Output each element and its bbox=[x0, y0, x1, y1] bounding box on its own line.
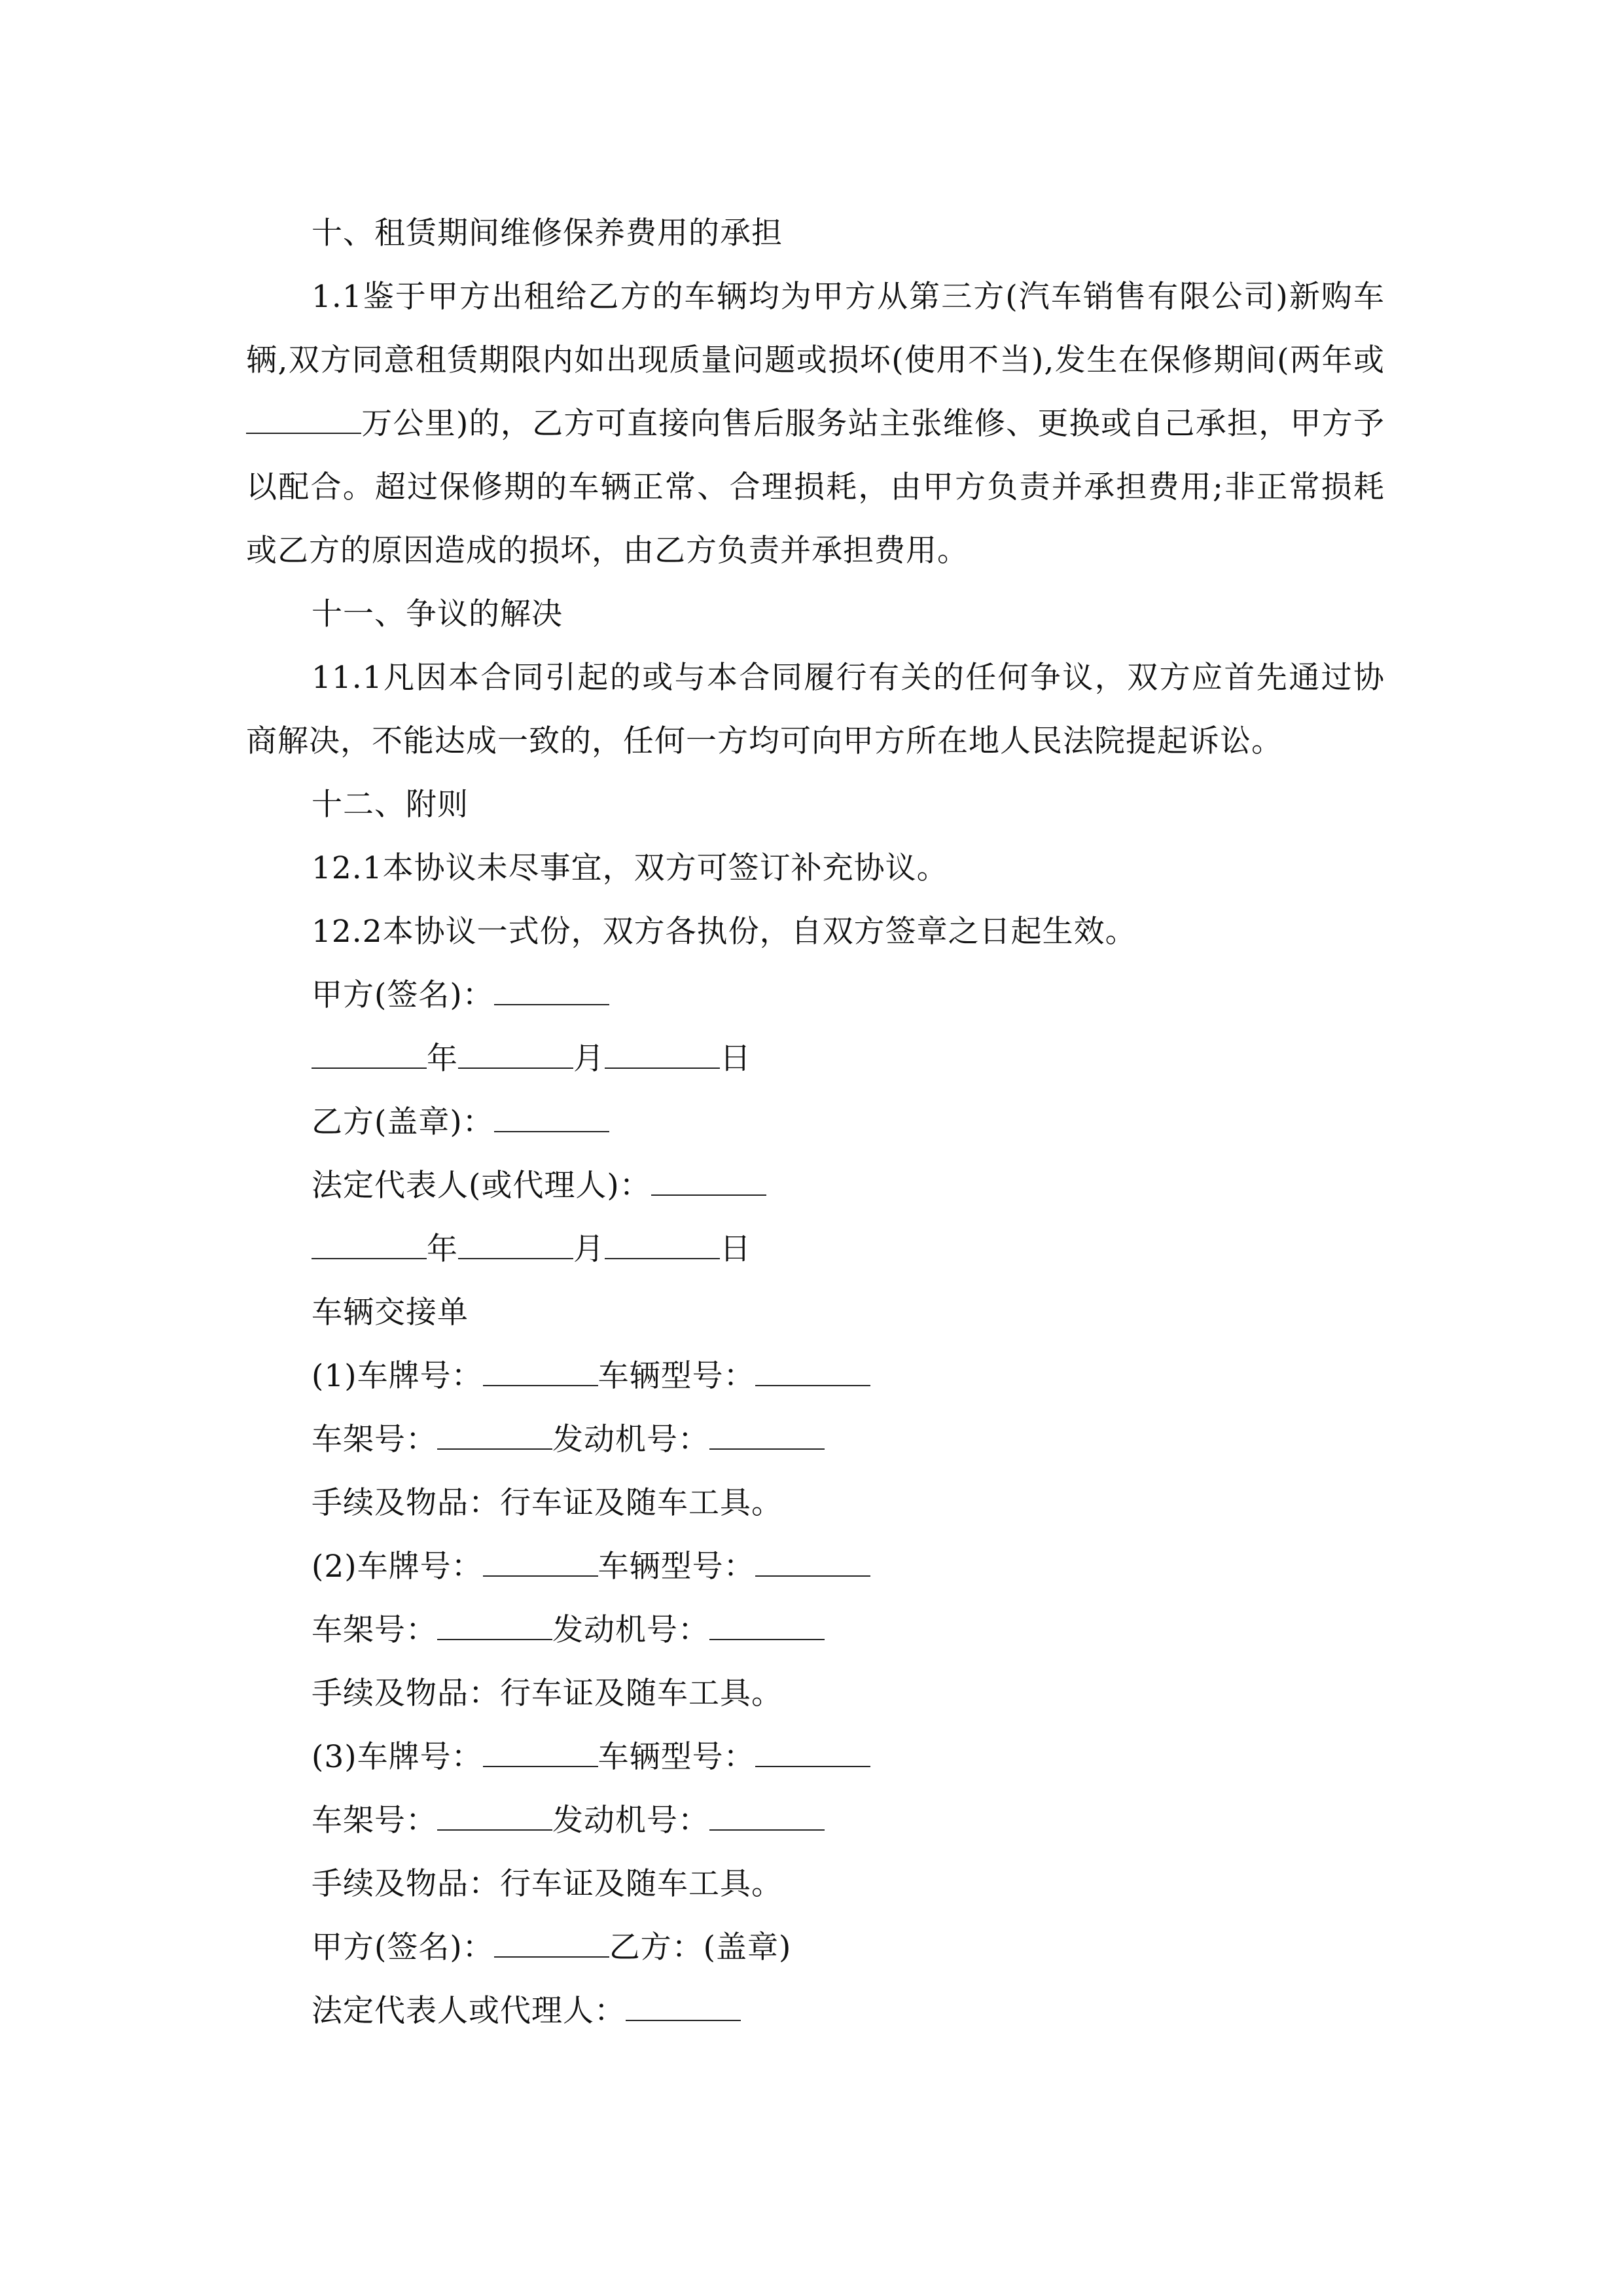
clause-10-1 bbox=[246, 265, 1385, 583]
legal-rep-line bbox=[246, 1154, 1385, 1217]
day-label-b: 日 bbox=[720, 1231, 751, 1267]
clause-12-1: 12.1本协议未尽事宜，双方可签订补充协议。 bbox=[312, 850, 948, 886]
day-label-a: 日 bbox=[720, 1041, 751, 1077]
vehicle-3-frame-blank bbox=[437, 1803, 552, 1831]
vehicle-2-plate-line bbox=[246, 1535, 1385, 1598]
final-legal-rep-line bbox=[246, 1979, 1385, 2043]
year-label-b: 年 bbox=[427, 1231, 458, 1267]
vehicle-3-engine-label: 发动机号： bbox=[552, 1803, 709, 1839]
handover-title: 车辆交接单 bbox=[312, 1295, 469, 1331]
final-party-b-label: 乙方：(盖章) bbox=[609, 1929, 792, 1965]
vehicle-2-frame-label: 车架号： bbox=[312, 1612, 437, 1648]
clause-12-2: 12.2本协议一式份，双方各执份，自双方签章之日起生效。 bbox=[312, 914, 1137, 950]
vehicle-2-engine-blank bbox=[709, 1613, 825, 1640]
vehicle-1-engine-label: 发动机号： bbox=[552, 1422, 709, 1458]
clause-10-1-text-b: 万公里)的，乙方可直接向售后服务站主张维修、更换或自己承担，甲方予以配合。超过保修期的车辆正常、合理损耗，由甲方负责并承担费用;非正常损耗或乙方的原因造成的损坏，由乙方负责并承担费用。 bbox=[246, 406, 1385, 569]
month-label-a: 月 bbox=[573, 1041, 605, 1077]
vehicle-2-plate-blank bbox=[483, 1549, 598, 1577]
vehicle-3-frame-line bbox=[246, 1789, 1385, 1852]
vehicle-3-model-blank bbox=[755, 1740, 870, 1767]
vehicle-3-frame-label: 车架号： bbox=[312, 1803, 437, 1839]
vehicle-1-frame-line bbox=[246, 1408, 1385, 1471]
year-blank-b bbox=[312, 1232, 427, 1259]
legal-rep-blank bbox=[651, 1168, 766, 1196]
vehicle-2-items: 手续及物品：行车证及随车工具。 bbox=[312, 1676, 783, 1712]
vehicle-3-engine-blank bbox=[709, 1803, 825, 1831]
vehicle-1-items: 手续及物品：行车证及随车工具。 bbox=[312, 1485, 783, 1521]
month-label-b: 月 bbox=[573, 1231, 605, 1267]
day-blank-a bbox=[605, 1041, 720, 1069]
section-heading-12: 十二、附则 bbox=[312, 787, 469, 823]
vehicle-2-model-blank bbox=[755, 1549, 870, 1577]
section-heading-11: 十一、争议的解决 bbox=[312, 596, 563, 632]
final-legal-rep-label: 法定代表人或代理人： bbox=[312, 1993, 626, 2029]
vehicle-3-index: (3) bbox=[312, 1739, 357, 1775]
party-b-label: 乙方(盖章)： bbox=[312, 1104, 494, 1140]
party-a-signature-line bbox=[246, 963, 1385, 1027]
vehicle-2-plate-label: 车牌号： bbox=[357, 1549, 483, 1585]
year-blank-a bbox=[312, 1041, 427, 1069]
vehicle-1-model-blank bbox=[755, 1359, 870, 1386]
section-heading-10: 十、租赁期间维修保养费用的承担 bbox=[312, 215, 783, 251]
document-body bbox=[246, 202, 1385, 2043]
vehicle-2-engine-label: 发动机号： bbox=[552, 1612, 709, 1648]
party-b-blank bbox=[494, 1105, 609, 1132]
vehicle-1-frame-label: 车架号： bbox=[312, 1422, 437, 1458]
year-label-a: 年 bbox=[427, 1041, 458, 1077]
vehicle-2-index: (2) bbox=[312, 1549, 357, 1585]
month-blank-b bbox=[458, 1232, 573, 1259]
date-line-a bbox=[246, 1027, 1385, 1090]
vehicle-1-index: (1) bbox=[312, 1358, 357, 1394]
final-party-a-blank bbox=[494, 1930, 609, 1958]
vehicle-3-plate-line bbox=[246, 1725, 1385, 1789]
vehicle-2-frame-line bbox=[246, 1598, 1385, 1662]
legal-rep-label: 法定代表人(或代理人)： bbox=[312, 1168, 651, 1204]
vehicle-2-frame-blank bbox=[437, 1613, 552, 1640]
vehicle-3-plate-label: 车牌号： bbox=[357, 1739, 483, 1775]
party-b-signature-line bbox=[246, 1090, 1385, 1154]
vehicle-1-plate-label: 车牌号： bbox=[357, 1358, 483, 1394]
party-a-blank bbox=[494, 978, 609, 1005]
vehicle-1-frame-blank bbox=[437, 1422, 552, 1450]
party-a-label: 甲方(签名)： bbox=[312, 977, 494, 1013]
date-line-b bbox=[246, 1217, 1385, 1281]
vehicle-1-plate-blank bbox=[483, 1359, 598, 1386]
vehicle-3-items: 手续及物品：行车证及随车工具。 bbox=[312, 1866, 783, 1902]
vehicle-2-model-label: 车辆型号： bbox=[597, 1549, 755, 1585]
vehicle-3-model-label: 车辆型号： bbox=[597, 1739, 755, 1775]
final-signature-line bbox=[246, 1916, 1385, 1979]
final-party-a-label: 甲方(签名)： bbox=[312, 1929, 494, 1965]
vehicle-1-model-label: 车辆型号： bbox=[597, 1358, 755, 1394]
mileage-blank bbox=[246, 406, 361, 434]
final-legal-rep-blank bbox=[626, 1994, 741, 2021]
vehicle-1-plate-line bbox=[246, 1344, 1385, 1408]
vehicle-1-engine-blank bbox=[709, 1422, 825, 1450]
vehicle-3-plate-blank bbox=[483, 1740, 598, 1767]
clause-10-1-text-a: 1.1鉴于甲方出租给乙方的车辆均为甲方从第三方(汽车销售有限公司)新购车辆,双方同意租赁期限内如出现质量问题或损坏(使用不当),发生在保修期间(两年或 bbox=[246, 279, 1385, 378]
month-blank-a bbox=[458, 1041, 573, 1069]
clause-11-1: 11.1凡因本合同引起的或与本合同履行有关的任何争议，双方应首先通过协商解决，不能达成一致的，任何一方均可向甲方所在地人民法院提起诉讼。 bbox=[246, 660, 1385, 759]
day-blank-b bbox=[605, 1232, 720, 1259]
